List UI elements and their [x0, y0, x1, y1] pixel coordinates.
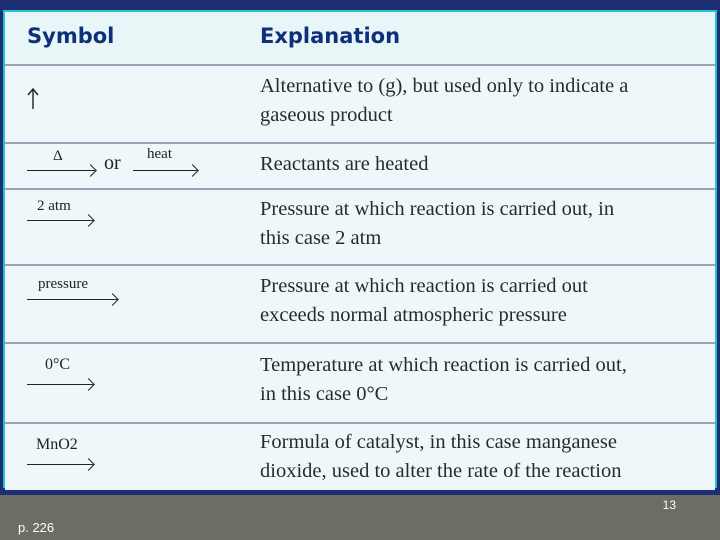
- table-row: [5, 188, 715, 266]
- symbol-cell: [5, 144, 250, 190]
- arrow-head-icon: [82, 214, 95, 227]
- symbol-cell: [5, 424, 250, 490]
- symbols-table: [3, 10, 717, 488]
- table-row: [5, 142, 715, 190]
- table-row: [5, 264, 715, 344]
- symbol-cell: [5, 66, 250, 144]
- symbol-cell: [5, 190, 250, 266]
- arrow-head-icon: [106, 293, 119, 306]
- up-arrow-icon: [27, 88, 39, 110]
- explanation-line: in this case 0°C: [260, 383, 389, 405]
- table-header: [5, 12, 715, 64]
- reaction-arrow-icon: [27, 299, 117, 300]
- temperature-label: 0°C: [45, 356, 71, 373]
- explanation-cell: [260, 351, 710, 431]
- symbol-cell: [5, 266, 250, 344]
- arrow-head-icon: [82, 458, 95, 471]
- explanation-line: Formula of catalyst, in this case manganese: [260, 431, 617, 453]
- arrow-head-icon: [82, 378, 95, 391]
- arrow-head-icon: [84, 164, 97, 177]
- explanation-line: exceeds normal atmospheric pressure: [260, 304, 567, 326]
- explanation-line: Temperature at which reaction is carried out,: [260, 354, 627, 376]
- explanation-column-header: Explanation: [260, 24, 401, 48]
- table-row: [5, 422, 715, 490]
- explanation-cell: [260, 72, 710, 150]
- explanation-line: this case 2 atm: [260, 227, 382, 249]
- page-reference: p. 226: [18, 520, 55, 535]
- pressure-value-label: 2 atm: [37, 198, 71, 214]
- explanation-line: dioxide, used to alter the rate of the reaction: [260, 460, 622, 482]
- catalyst-label: MnO2: [36, 436, 78, 453]
- explanation-cell: [260, 428, 710, 494]
- explanation-line: Pressure at which reaction is carried out, in: [260, 198, 615, 220]
- delta-label: Δ: [53, 148, 63, 164]
- explanation-line: Alternative to (g), but used only to indicate a: [260, 75, 629, 97]
- heat-label: heat: [147, 146, 172, 162]
- explanation-cell: [260, 195, 710, 271]
- arrow-head-icon: [186, 164, 199, 177]
- symbol-cell: [5, 344, 250, 424]
- symbol-column-header: Symbol: [27, 24, 115, 48]
- explanation-line: Pressure at which reaction is carried out: [260, 275, 588, 297]
- table-row: [5, 342, 715, 424]
- explanation-line: Reactants are heated: [260, 153, 429, 175]
- slide-number: 13: [662, 498, 676, 512]
- pressure-label: pressure: [38, 276, 88, 292]
- explanation-line: gaseous product: [260, 104, 393, 126]
- explanation-cell: [260, 272, 710, 350]
- or-text: or: [104, 152, 121, 174]
- table-row: [5, 64, 715, 144]
